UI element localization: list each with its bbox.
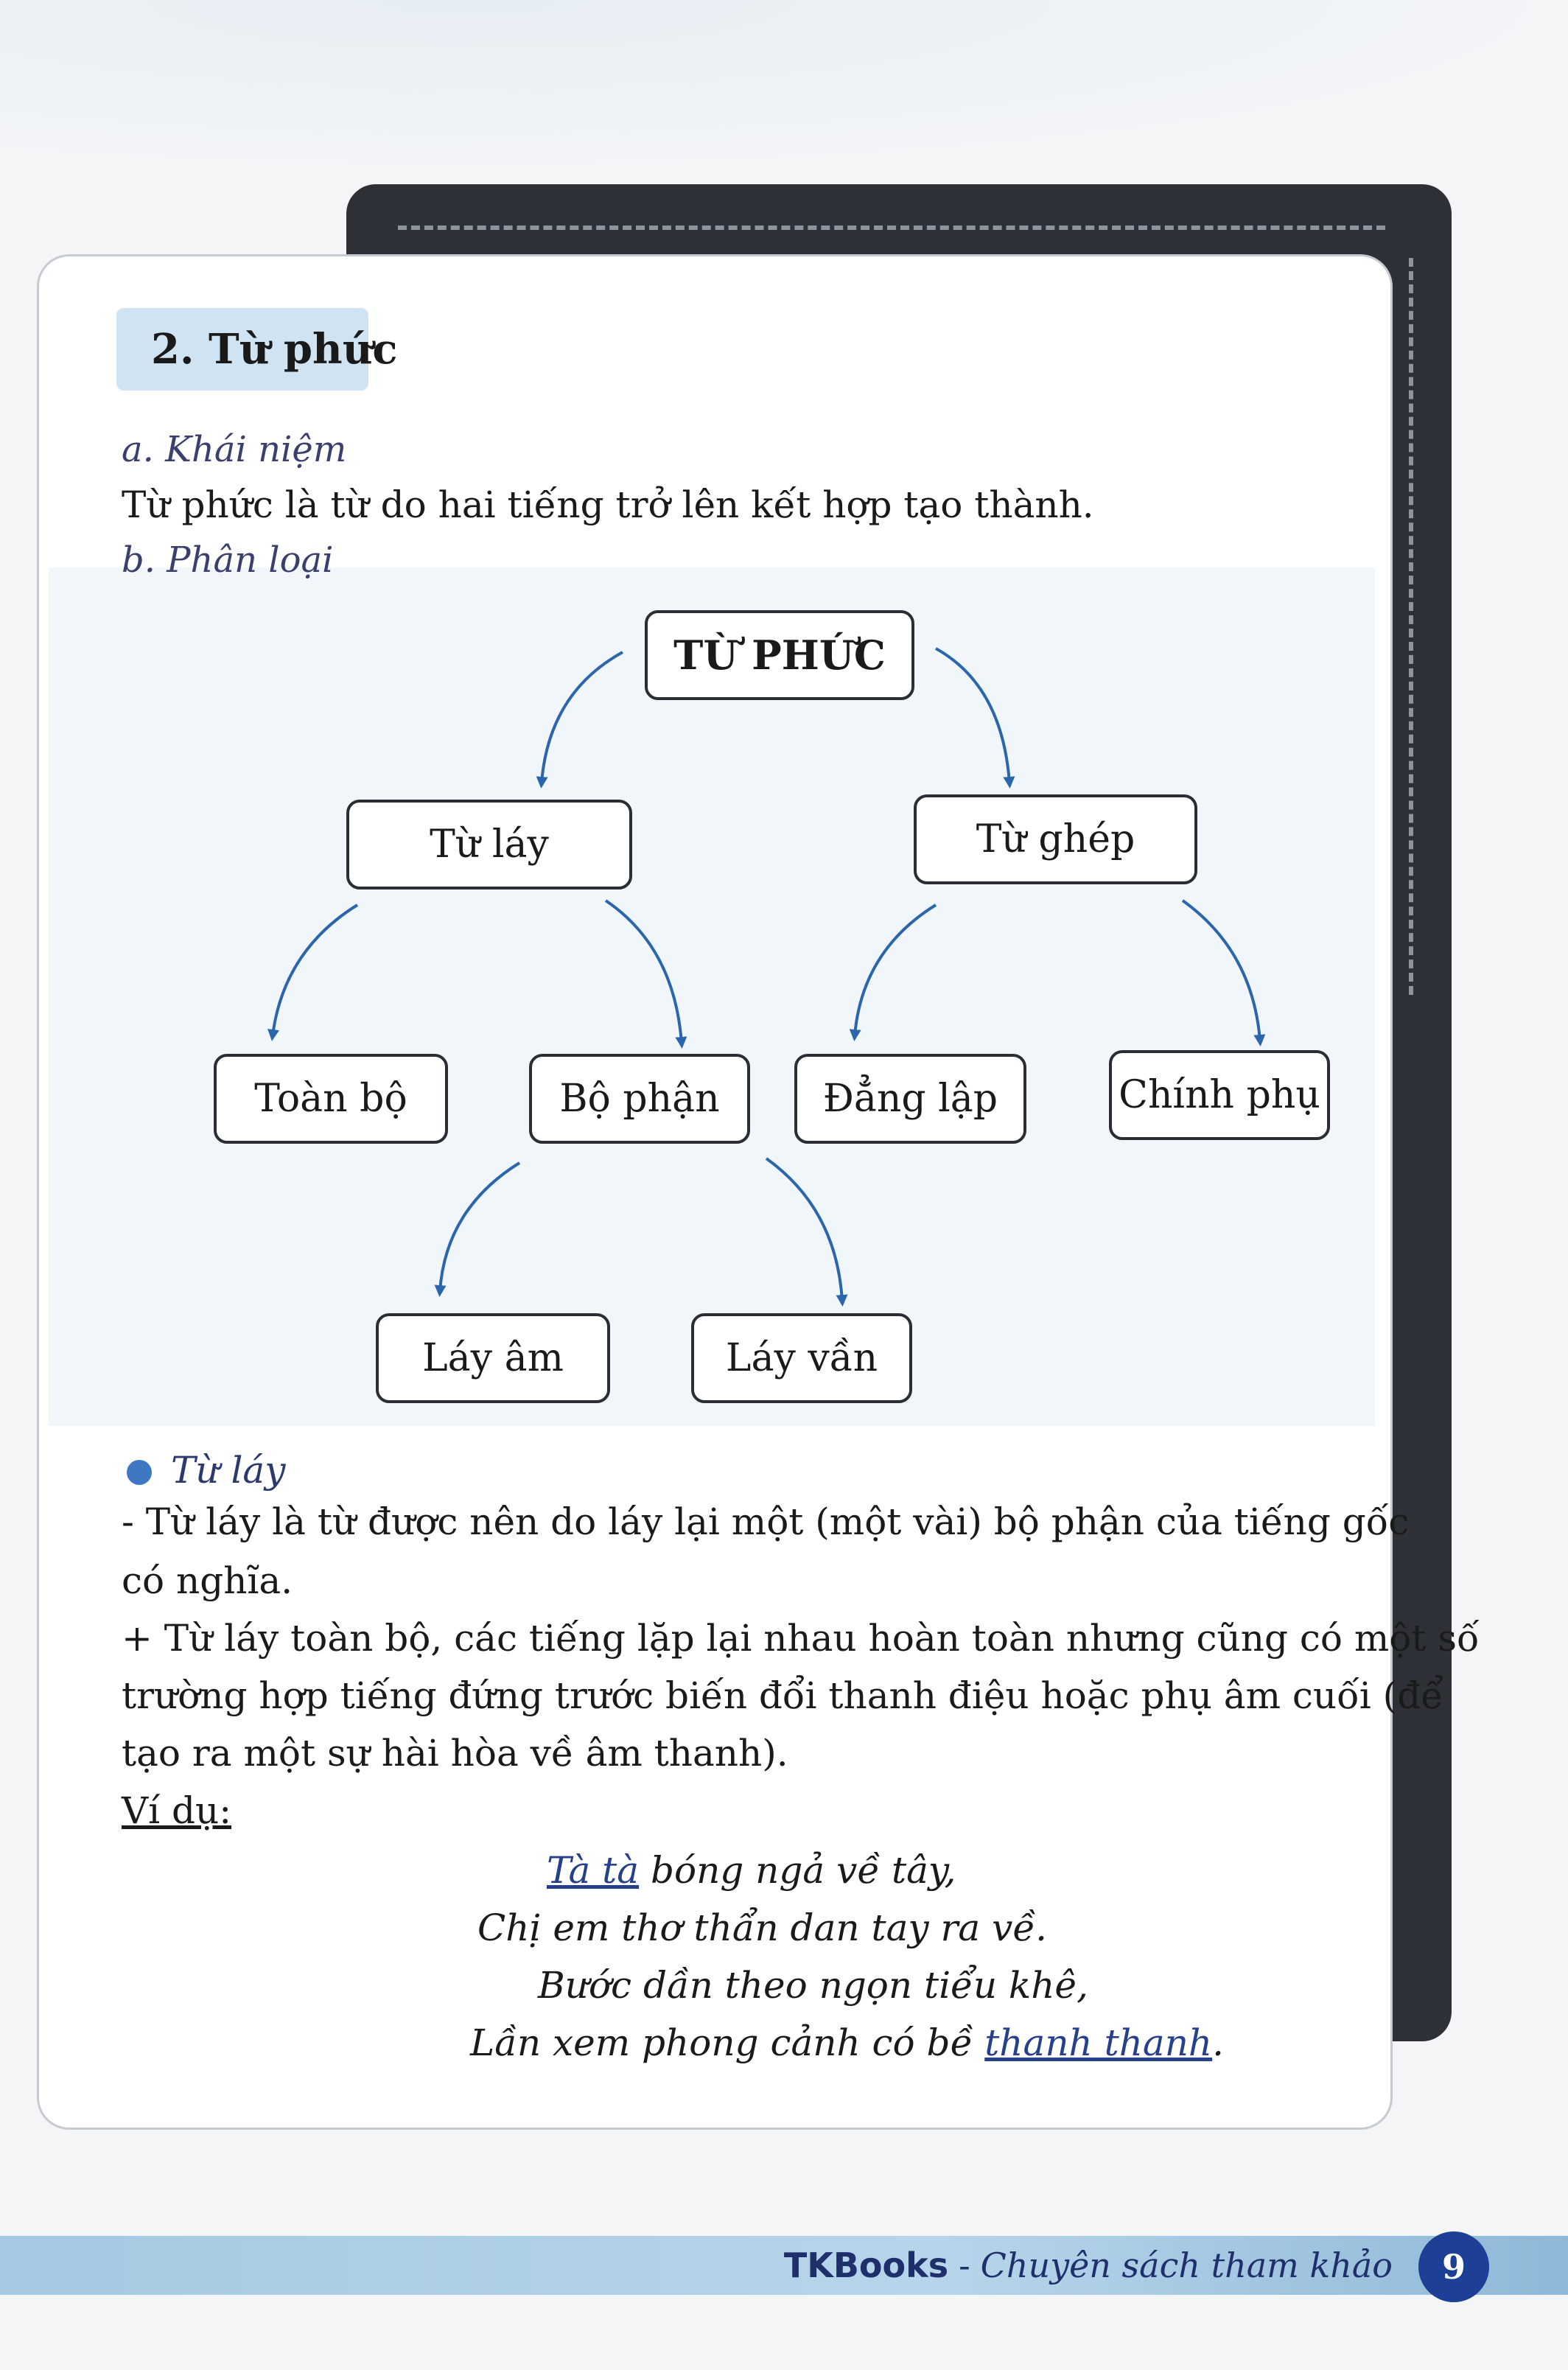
- poem-line-3: Bước dần theo ngọn tiểu khê,: [538, 1964, 1088, 2007]
- poem-line-1: [547, 1845, 956, 1896]
- node-chinh-phu: Chính phụ: [1109, 1050, 1330, 1140]
- page-number: 9: [1418, 2231, 1489, 2302]
- node-lay-am: Láy âm: [376, 1313, 610, 1403]
- poem-line-4: [470, 2017, 1224, 2069]
- tu-lay-heading: Từ láy: [171, 1449, 286, 1492]
- arrow-bophan-layvan: [766, 1158, 842, 1301]
- tu-lay-line-3: + Từ láy toàn bộ, các tiếng lặp lại nhau hoàn toàn nhưng cũng có một số: [122, 1617, 1480, 1660]
- arrow-ghep-chinhphu: [1183, 901, 1260, 1041]
- node-lay-van: Láy vần: [691, 1313, 912, 1403]
- poem-line-2: Chị em thơ thẩn dan tay ra về.: [477, 1906, 1048, 1949]
- tu-lay-line-4: trường hợp tiếng đứng trước biến đổi thanh điệu hoặc phụ âm cuối (để: [122, 1674, 1443, 1717]
- arrow-root-right: [936, 649, 1009, 783]
- tu-lay-line-2: có nghĩa.: [122, 1559, 293, 1602]
- node-toan-bo: Toàn bộ: [214, 1054, 448, 1144]
- poem-highlight-thanh-thanh: thanh thanh: [984, 2021, 1213, 2064]
- arrow-root-left: [542, 652, 623, 783]
- arrow-bophan-layam: [440, 1163, 519, 1291]
- node-tu-lay: Từ láy: [346, 800, 632, 889]
- arrow-lay-toanbo: [273, 905, 357, 1035]
- footer-text: [783, 2236, 1393, 2295]
- concept-label: a. Khái niệm: [122, 429, 347, 470]
- node-bo-phan: Bộ phận: [529, 1054, 750, 1144]
- footer-tagline: Chuyên sách tham khảo: [980, 2245, 1393, 2285]
- example-label: Ví dụ:: [122, 1789, 232, 1832]
- section-heading: 2. Từ phức: [151, 325, 398, 374]
- definition-text: Từ phức là từ do hai tiếng trở lên kết hợp tạo thành.: [122, 483, 1094, 526]
- arrow-lay-bophan: [606, 901, 682, 1043]
- footer-brand: TKBooks: [783, 2245, 949, 2285]
- poem-line-1-rest: bóng ngả về tây,: [639, 1849, 956, 1892]
- footer-separator: -: [959, 2245, 970, 2285]
- poem-highlight-ta-ta: Tà tà: [547, 1849, 640, 1892]
- tu-lay-line-1: - Từ láy là từ được nên do láy lại một (một vài) bộ phận của tiếng gốc: [122, 1500, 1410, 1543]
- classification-label: b. Phân loại: [122, 539, 334, 581]
- node-tu-ghep: Từ ghép: [914, 794, 1197, 884]
- bullet-dot: [127, 1460, 152, 1485]
- poem-line-4-start: Lần xem phong cảnh có bề: [470, 2021, 985, 2064]
- arrow-ghep-danglap: [855, 905, 936, 1035]
- node-dang-lap: Đẳng lập: [794, 1054, 1026, 1144]
- poem-line-4-end: .: [1212, 2021, 1225, 2064]
- tu-lay-line-5: tạo ra một sự hài hòa về âm thanh).: [122, 1732, 788, 1775]
- node-tu-phuc: TỪ PHỨC: [645, 610, 914, 700]
